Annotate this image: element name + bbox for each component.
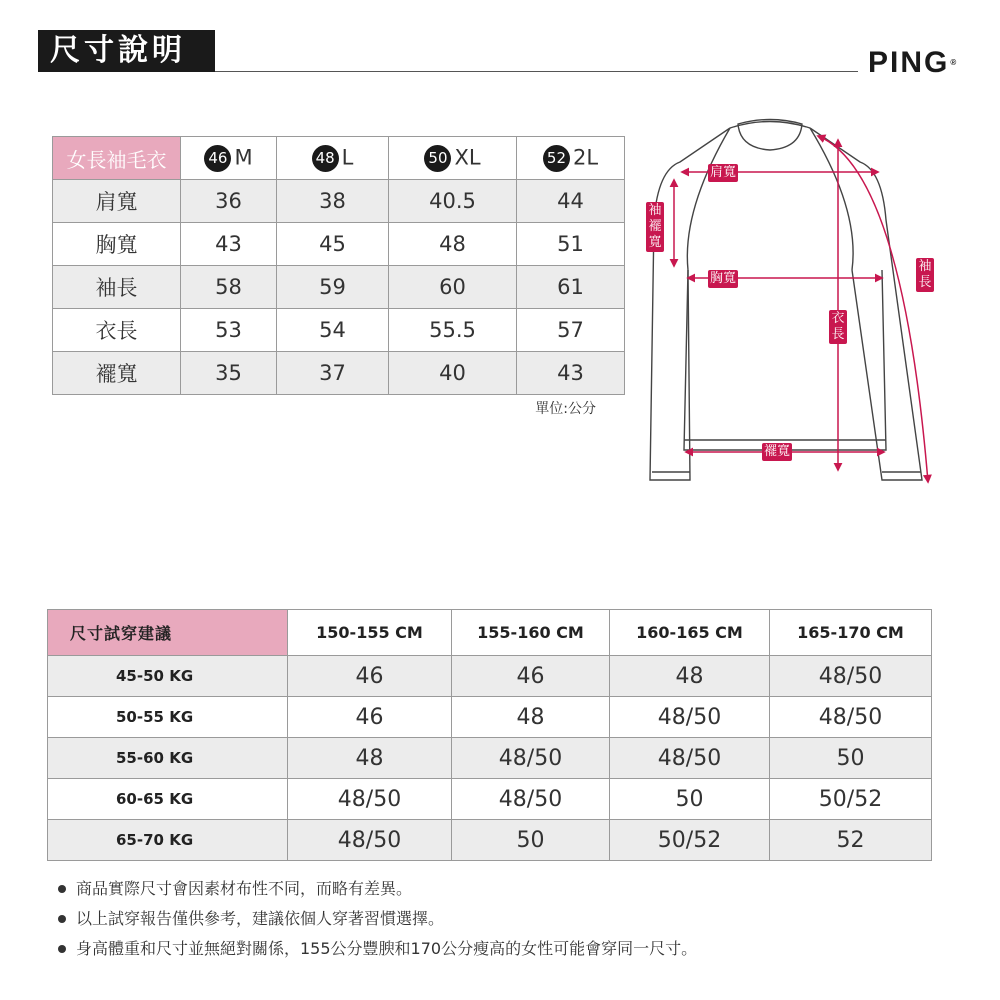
shoulder-label: 肩寬 (710, 165, 737, 180)
table-cell: 50 (770, 738, 932, 779)
table-cell: 51 (517, 223, 625, 266)
table-cell: 54 (277, 309, 389, 352)
size-chart-table (52, 136, 625, 395)
table-cell: 46 (288, 656, 452, 697)
size-column-header: 46 M (181, 137, 277, 180)
weight-label: 45-50 KG (48, 656, 288, 697)
height-column-header: 155-160 CM (452, 610, 610, 656)
hem-label: 襬寬 (764, 444, 791, 459)
table-row (48, 820, 932, 861)
table-cell: 35 (181, 352, 277, 395)
cuff-label: 袖襬寬 (646, 202, 664, 252)
table-row (53, 309, 625, 352)
table-cell: 55.5 (389, 309, 517, 352)
size-column-header: 52 2L (517, 137, 625, 180)
size-header-row (53, 137, 625, 180)
size-column-header: 50 XL (389, 137, 517, 180)
table-cell: 59 (277, 266, 389, 309)
table-cell: 37 (277, 352, 389, 395)
row-label: 袖長 (53, 266, 181, 309)
row-label: 衣長 (53, 309, 181, 352)
table-cell: 38 (277, 180, 389, 223)
table-cell: 46 (452, 656, 610, 697)
bullet-icon (58, 915, 66, 923)
table-cell: 48 (610, 656, 770, 697)
bullet-icon (58, 885, 66, 893)
table-row (48, 697, 932, 738)
table-cell: 48 (288, 738, 452, 779)
table-row (53, 352, 625, 395)
table-cell: 43 (517, 352, 625, 395)
sweater-measurement-diagram (630, 110, 950, 500)
row-label: 肩寬 (53, 180, 181, 223)
table-cell: 50 (610, 779, 770, 820)
table-cell: 40 (389, 352, 517, 395)
height-column-header: 150-155 CM (288, 610, 452, 656)
size-number-badge: 52 (543, 145, 570, 172)
table-row (48, 779, 932, 820)
table-cell: 48/50 (452, 738, 610, 779)
size-number-badge: 46 (204, 145, 231, 172)
table-cell: 45 (277, 223, 389, 266)
sweater-outline-icon (630, 110, 950, 500)
fit-table-header-label: 尺寸試穿建議 (48, 610, 288, 656)
unit-note: 單位:公分 (535, 401, 596, 417)
table-cell: 46 (288, 697, 452, 738)
table-cell: 52 (770, 820, 932, 861)
notes-list (58, 874, 697, 964)
table-row (53, 180, 625, 223)
table-cell: 58 (181, 266, 277, 309)
bullet-icon (58, 945, 66, 953)
table-cell: 53 (181, 309, 277, 352)
weight-label: 60-65 KG (48, 779, 288, 820)
table-cell: 48/50 (610, 697, 770, 738)
header-divider (215, 71, 858, 72)
height-column-header: 165-170 CM (770, 610, 932, 656)
table-cell: 48/50 (288, 820, 452, 861)
table-row (48, 738, 932, 779)
table-cell: 60 (389, 266, 517, 309)
table-cell: 40.5 (389, 180, 517, 223)
sleeve-label: 袖長 (916, 258, 934, 292)
table-row (53, 223, 625, 266)
list-item: 商品實際尺寸會因素材布性不同，而略有差異。 (58, 874, 697, 904)
table-cell: 48/50 (288, 779, 452, 820)
table-cell: 48 (452, 697, 610, 738)
size-number-badge: 50 (424, 145, 451, 172)
table-cell: 48/50 (452, 779, 610, 820)
weight-label: 50-55 KG (48, 697, 288, 738)
chest-label: 胸寬 (710, 271, 737, 286)
row-label: 襬寬 (53, 352, 181, 395)
table-cell: 48/50 (770, 656, 932, 697)
table-row (53, 266, 625, 309)
list-item: 以上試穿報告僅供參考，建議依個人穿著習慣選擇。 (58, 904, 697, 934)
size-table-header-label: 女長袖毛衣 (53, 137, 181, 180)
page-title: 尺寸說明 (38, 30, 215, 72)
table-cell: 48/50 (770, 697, 932, 738)
weight-label: 55-60 KG (48, 738, 288, 779)
weight-label: 65-70 KG (48, 820, 288, 861)
table-cell: 57 (517, 309, 625, 352)
length-label: 衣長 (829, 310, 847, 344)
table-cell: 50 (452, 820, 610, 861)
list-item: 身高體重和尺寸並無絕對關係，155公分豐腴和170公分瘦高的女性可能會穿同一尺寸。 (58, 934, 697, 964)
table-cell: 50/52 (610, 820, 770, 861)
fit-header-row (48, 610, 932, 656)
table-cell: 44 (517, 180, 625, 223)
ping-logo: PING® (868, 46, 957, 79)
fit-recommendation-table (47, 609, 932, 861)
row-label: 胸寬 (53, 223, 181, 266)
table-cell: 36 (181, 180, 277, 223)
table-cell: 43 (181, 223, 277, 266)
size-number-badge: 48 (312, 145, 339, 172)
height-column-header: 160-165 CM (610, 610, 770, 656)
table-cell: 61 (517, 266, 625, 309)
table-cell: 48 (389, 223, 517, 266)
table-row (48, 656, 932, 697)
table-cell: 50/52 (770, 779, 932, 820)
size-column-header: 48 L (277, 137, 389, 180)
table-cell: 48/50 (610, 738, 770, 779)
